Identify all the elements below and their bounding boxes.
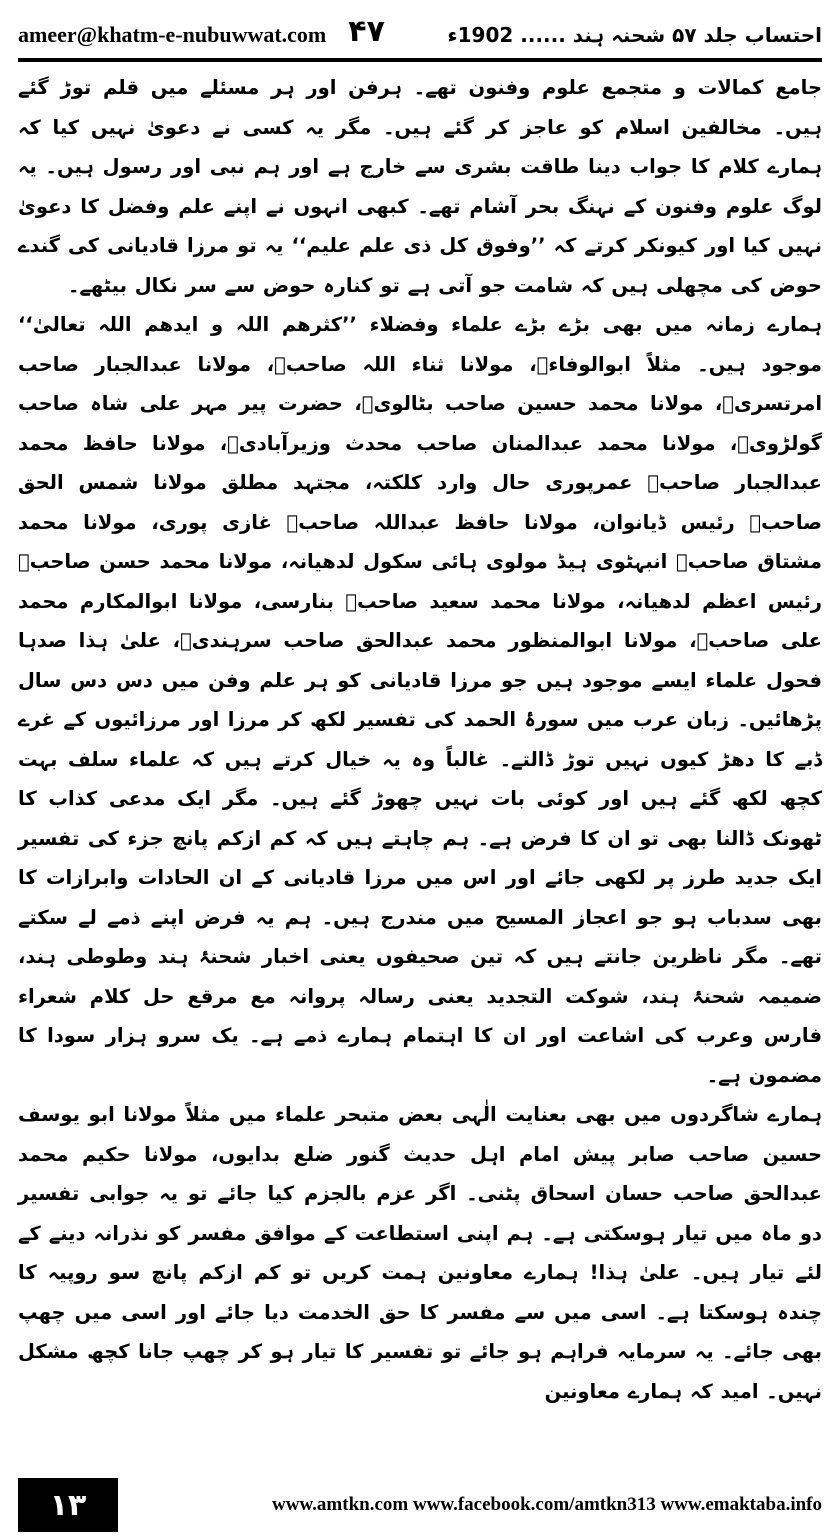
page-number: ۴۷ xyxy=(348,13,385,49)
book-title: احتساب جلد ۵۷ شحنہ ہند ...... 1902ء xyxy=(447,23,822,47)
paragraph-2: ہمارے زمانہ میں بھی بڑے بڑے علماء وفضلاء ’’کثرھم اللہ و ایدھم اللہ تعالیٰ‘‘ موجود ہیں۔ مثلاً ابوالوفاءؒ، مولانا ثناء اللہ صاحبؒ، مولانا عبدالجبار صاحب امرتسریؒ، مولانا محمد حسین صاحب بٹالویؒ، حضرت پیر مہر علی شاہ صاحب گولڑویؒ، مولانا محمد عبدالمنان صاحب محدث وزیرآبادیؒ، مولانا حافظ محمد عبدالجبار صاحبؒ عمرپوری حال وارد کلکتہ، مجتہد مطلق مولانا شمس الحق صاحبؒ رئیس ڈیانوان، مولانا حافظ عبداللہ صاحبؒ غازی پوری، مولانا محمد مشتاق صاحبؒ انبہٹوی ہیڈ مولوی ہائی سکول لدھیانہ، مولانا محمد حسن صاحبؒ رئیس اعظم لدھیانہ، مولانا محمد سعید صاحبؒ بنارسی، مولانا ابوالمکارم محمد علی صاحبؒ، مولانا ابوالمنظور محمد عبدالحق صاحب سرہندیؒ، علیٰ ہذا صدہا فحول علماء ایسے موجود ہیں جو مرزا قادیانی کو ہر علم وفن میں دس دس سال پڑھائیں۔ زبان عرب میں سورۂ الحمد کی تفسیر لکھ کر مرزا اور مرزائیوں کے غرے ڈبے کا دھڑ کیوں نہیں توڑ ڈالتے۔ غالباً وہ یہ خیال کرتے ہیں کہ علماء سلف بہت کچھ لکھ گئے ہیں اور کوئی بات نہیں چھوڑ گئے ہیں۔ مگر ایک مدعی کذاب کا ٹھونک ڈالنا بھی تو ان کا فرض ہے۔ ہم چاہتے ہیں کہ کم ازکم پانچ جزء کی تفسیر ایک جدید طرز پر لکھی جائے اور اس میں مرزا قادیانی کے ان الحادات وابرازات کا بھی سدباب ہو جو اعجاز المسیح میں مندرج ہیں۔ ہم یہ فرض اپنے ذمے لے سکتے تھے۔ مگر ناظرین جانتے ہیں کہ تین صحیفوں یعنی اخبار شحنۂ ہند وطوطی ہند، ضمیمہ شحنۂ ہند، شوکت التجدید یعنی رسالہ پروانہ مع مرقع حل کلام شعراء فارس وعرب کی اشاعت اور ان کا اہتمام ہمارے ذمے ہے۔ یک سرو ہزار سودا کا مضمون ہے۔ xyxy=(18,313,822,1087)
paragraph-1: جامع کمالات و متجمع علوم وفنون تھے۔ ہرفن اور ہر مسئلے میں قلم توڑ گئے ہیں۔ مخالفین اسلام کو عاجز کر گئے ہیں۔ مگر یہ کسی نے دعویٰ نہیں کیا کہ ہمارے کلام کا جواب دینا طاقت بشری سے خارج ہے اور ہم نبی اور رسول ہیں۔ یہ لوگ علوم وفنون کے نہنگ بحر آشام تھے۔ کبھی انہوں نے اپنے علم وفضل کا دعویٰ نہیں کیا اور کیونکر کرتے کہ ’’وفوق کل ذی علم علیم‘‘ یہ تو مرزا قادیانی کی گندے حوض کی مچھلی ہیں کہ شامت جو آتی ہے تو کنارہ حوض سے سر نکال بیٹھے۔ xyxy=(18,76,822,297)
footer-page-number: ۱۳ xyxy=(18,1478,118,1532)
footer-links: www.amtkn.com www.facebook.com/amtkn313 www.emaktaba.info xyxy=(272,1494,822,1515)
header-divider xyxy=(18,58,822,62)
paragraph-3: ہمارے شاگردوں میں بھی بعنایت الٰہی بعض متبحر علماء میں مثلاً مولانا ابو یوسف حسین صاحب صابر پیش امام اہل حدیث گنور ضلع بدایوں، مولانا حکیم محمد عبدالحق صاحب حسان اسحاق پٹنی۔ اگر عزم بالجزم کیا جائے تو یہ جوابی تفسیر دو ماہ میں تیار ہوسکتی ہے۔ ہم اپنی استطاعت کے موافق مفسر کو نذرانہ دینے کے لئے تیار ہیں۔ علیٰ ہذا! ہمارے معاونین ہمت کریں تو کم ازکم پانچ سو روپیہ کا چندہ ہوسکتا ہے۔ اسی میں سے مفسر کا حق الخدمت دیا جائے اور اسی میں چھپ بھی جائے۔ یہ سرمایہ فراہم ہو جائے تو تفسیر کا تیار ہو کر چھپ جانا کچھ مشکل نہیں۔ امید کہ ہمارے معاونین xyxy=(18,1103,822,1403)
page-header xyxy=(18,12,822,58)
page-footer xyxy=(18,1478,822,1532)
header-left xyxy=(18,13,385,53)
contact-email: ameer@khatm-e-nubuwwat.com xyxy=(18,22,327,47)
page-body xyxy=(18,68,822,1452)
